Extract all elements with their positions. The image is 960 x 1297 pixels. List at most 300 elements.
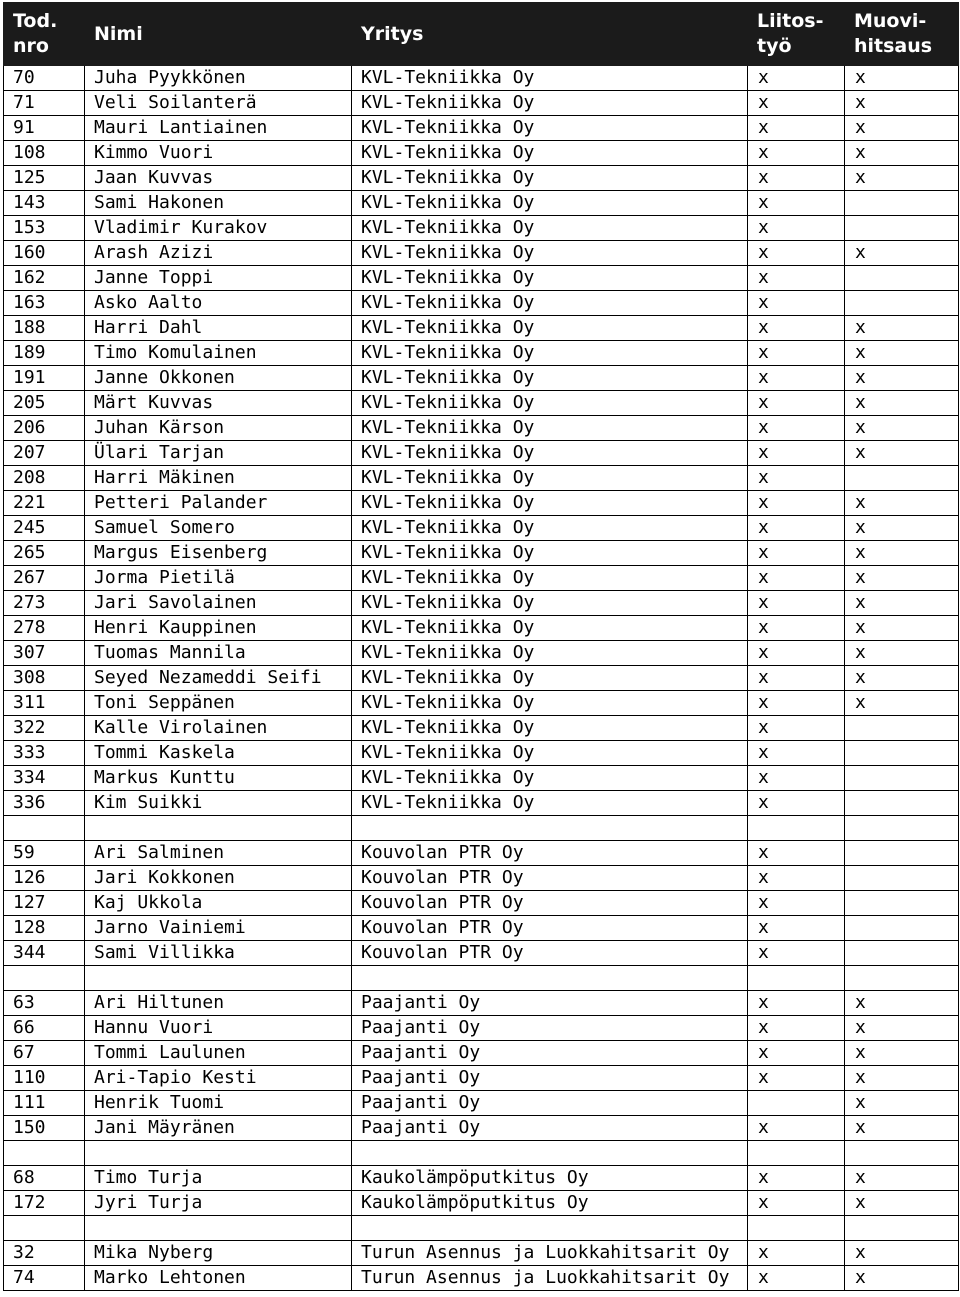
cell-muovihitsaus: x [845, 1166, 959, 1191]
cell-liitostyo: x [748, 566, 845, 591]
cell-liitostyo: x [748, 91, 845, 116]
table-row [4, 1266, 959, 1291]
cell-tod-nro [4, 816, 85, 841]
table-row [4, 466, 959, 491]
cell-muovihitsaus: x [845, 1091, 959, 1116]
cell-yritys: Paajanti Oy [352, 1091, 748, 1116]
table-row [4, 941, 959, 966]
cell-tod-nro: 207 [4, 441, 85, 466]
cell-liitostyo: x [748, 866, 845, 891]
cell-muovihitsaus: x [845, 91, 959, 116]
cell-tod-nro: 206 [4, 416, 85, 441]
cell-tod-nro: 128 [4, 916, 85, 941]
cell-nimi: Asko Aalto [85, 291, 352, 316]
cell-tod-nro: 108 [4, 141, 85, 166]
cell-yritys: Kouvolan PTR Oy [352, 916, 748, 941]
table-row [4, 691, 959, 716]
cell-yritys: KVL-Tekniikka Oy [352, 66, 748, 91]
cell-nimi: Timo Turja [85, 1166, 352, 1191]
cell-liitostyo: x [748, 391, 845, 416]
cell-nimi: Tuomas Mannila [85, 641, 352, 666]
table-row [4, 116, 959, 141]
cell-nimi: Jari Savolainen [85, 591, 352, 616]
table-row [4, 516, 959, 541]
cell-muovihitsaus [845, 891, 959, 916]
cell-nimi: Janne Toppi [85, 266, 352, 291]
table-row [4, 341, 959, 366]
cell-nimi: Mika Nyberg [85, 1241, 352, 1266]
cell-yritys: KVL-Tekniikka Oy [352, 491, 748, 516]
cell-yritys: Turun Asennus ja Luokkahitsarit Oy [352, 1241, 748, 1266]
cell-tod-nro: 189 [4, 341, 85, 366]
cell-liitostyo: x [748, 1241, 845, 1266]
header-muovihitsaus: Muovi- hitsaus [845, 3, 959, 66]
cell-nimi: Tommi Kaskela [85, 741, 352, 766]
cell-liitostyo: x [748, 916, 845, 941]
table-row [4, 791, 959, 816]
cell-nimi: Juha Pyykkönen [85, 66, 352, 91]
cell-nimi: Mauri Lantiainen [85, 116, 352, 141]
table-row [4, 66, 959, 91]
table-row [4, 916, 959, 941]
cell-yritys: KVL-Tekniikka Oy [352, 466, 748, 491]
welder-table [3, 2, 959, 1291]
table-row [4, 141, 959, 166]
cell-nimi: Ari Hiltunen [85, 991, 352, 1016]
cell-yritys [352, 816, 748, 841]
cell-liitostyo: x [748, 316, 845, 341]
cell-muovihitsaus: x [845, 691, 959, 716]
cell-muovihitsaus [845, 291, 959, 316]
cell-liitostyo: x [748, 741, 845, 766]
cell-muovihitsaus [845, 866, 959, 891]
cell-muovihitsaus [845, 841, 959, 866]
cell-liitostyo: x [748, 766, 845, 791]
cell-muovihitsaus: x [845, 991, 959, 1016]
cell-muovihitsaus: x [845, 516, 959, 541]
cell-liitostyo: x [748, 116, 845, 141]
cell-muovihitsaus [845, 1141, 959, 1166]
cell-tod-nro: 59 [4, 841, 85, 866]
cell-liitostyo: x [748, 191, 845, 216]
cell-yritys: Paajanti Oy [352, 1116, 748, 1141]
cell-yritys: Kouvolan PTR Oy [352, 866, 748, 891]
cell-nimi: Ülari Tarjan [85, 441, 352, 466]
table-row [4, 166, 959, 191]
cell-liitostyo: x [748, 241, 845, 266]
cell-yritys: KVL-Tekniikka Oy [352, 591, 748, 616]
cell-nimi: Toni Seppänen [85, 691, 352, 716]
table-row [4, 541, 959, 566]
cell-muovihitsaus [845, 916, 959, 941]
cell-nimi: Harri Dahl [85, 316, 352, 341]
cell-muovihitsaus: x [845, 1116, 959, 1141]
cell-yritys: Paajanti Oy [352, 991, 748, 1016]
cell-liitostyo: x [748, 1116, 845, 1141]
cell-liitostyo: x [748, 891, 845, 916]
table-row [4, 1016, 959, 1041]
cell-nimi: Petteri Palander [85, 491, 352, 516]
cell-liitostyo [748, 1216, 845, 1241]
cell-yritys: KVL-Tekniikka Oy [352, 741, 748, 766]
cell-tod-nro: 91 [4, 116, 85, 141]
cell-yritys: KVL-Tekniikka Oy [352, 766, 748, 791]
table-row [4, 191, 959, 216]
cell-muovihitsaus: x [845, 316, 959, 341]
cell-muovihitsaus: x [845, 116, 959, 141]
cell-nimi: Jyri Turja [85, 1191, 352, 1216]
cell-yritys: KVL-Tekniikka Oy [352, 266, 748, 291]
cell-muovihitsaus [845, 1216, 959, 1241]
table-row [4, 991, 959, 1016]
cell-nimi: Märt Kuvvas [85, 391, 352, 416]
cell-tod-nro [4, 1216, 85, 1241]
table-row [4, 816, 959, 841]
cell-muovihitsaus: x [845, 416, 959, 441]
cell-tod-nro [4, 1141, 85, 1166]
cell-tod-nro: 273 [4, 591, 85, 616]
table-header [4, 3, 959, 66]
table-row [4, 1116, 959, 1141]
header-liitostyo: Liitos- työ [748, 3, 845, 66]
cell-yritys: KVL-Tekniikka Oy [352, 241, 748, 266]
cell-liitostyo: x [748, 841, 845, 866]
cell-tod-nro: 307 [4, 641, 85, 666]
cell-muovihitsaus: x [845, 141, 959, 166]
cell-yritys [352, 1141, 748, 1166]
cell-nimi: Jani Mäyränen [85, 1116, 352, 1141]
table-row [4, 216, 959, 241]
cell-muovihitsaus: x [845, 241, 959, 266]
cell-yritys: KVL-Tekniikka Oy [352, 391, 748, 416]
cell-tod-nro: 143 [4, 191, 85, 216]
cell-liitostyo: x [748, 291, 845, 316]
cell-yritys: KVL-Tekniikka Oy [352, 116, 748, 141]
table-row [4, 591, 959, 616]
cell-liitostyo: x [748, 66, 845, 91]
table-row [4, 366, 959, 391]
cell-nimi: Jarno Vainiemi [85, 916, 352, 941]
cell-nimi: Harri Mäkinen [85, 466, 352, 491]
cell-nimi: Henrik Tuomi [85, 1091, 352, 1116]
cell-liitostyo: x [748, 1066, 845, 1091]
cell-yritys: KVL-Tekniikka Oy [352, 191, 748, 216]
cell-tod-nro: 150 [4, 1116, 85, 1141]
cell-tod-nro [4, 966, 85, 991]
cell-yritys [352, 1216, 748, 1241]
cell-nimi: Veli Soilanterä [85, 91, 352, 116]
table-row [4, 741, 959, 766]
cell-muovihitsaus [845, 816, 959, 841]
cell-muovihitsaus: x [845, 566, 959, 591]
cell-yritys [352, 966, 748, 991]
cell-nimi: Markus Kunttu [85, 766, 352, 791]
table-row [4, 1191, 959, 1216]
table-row [4, 491, 959, 516]
table-row [4, 1141, 959, 1166]
cell-muovihitsaus: x [845, 1241, 959, 1266]
cell-liitostyo: x [748, 1041, 845, 1066]
cell-tod-nro: 126 [4, 866, 85, 891]
cell-nimi: Samuel Somero [85, 516, 352, 541]
cell-tod-nro: 333 [4, 741, 85, 766]
cell-yritys: KVL-Tekniikka Oy [352, 316, 748, 341]
cell-tod-nro: 66 [4, 1016, 85, 1041]
cell-muovihitsaus [845, 191, 959, 216]
cell-muovihitsaus [845, 766, 959, 791]
table-row [4, 666, 959, 691]
cell-tod-nro: 162 [4, 266, 85, 291]
cell-nimi: Jaan Kuvvas [85, 166, 352, 191]
header-tod-nro: Tod. nro [4, 3, 85, 66]
cell-nimi: Kalle Virolainen [85, 716, 352, 741]
cell-liitostyo: x [748, 541, 845, 566]
cell-yritys: KVL-Tekniikka Oy [352, 716, 748, 741]
cell-yritys: Kouvolan PTR Oy [352, 941, 748, 966]
cell-nimi [85, 1141, 352, 1166]
cell-tod-nro: 267 [4, 566, 85, 591]
cell-liitostyo: x [748, 516, 845, 541]
cell-liitostyo: x [748, 466, 845, 491]
cell-nimi: Vladimir Kurakov [85, 216, 352, 241]
cell-tod-nro: 111 [4, 1091, 85, 1116]
cell-yritys: KVL-Tekniikka Oy [352, 666, 748, 691]
cell-nimi: Arash Azizi [85, 241, 352, 266]
cell-muovihitsaus: x [845, 541, 959, 566]
table-row [4, 316, 959, 341]
cell-muovihitsaus [845, 716, 959, 741]
cell-yritys: KVL-Tekniikka Oy [352, 291, 748, 316]
cell-nimi: Henri Kauppinen [85, 616, 352, 641]
cell-yritys: Kouvolan PTR Oy [352, 841, 748, 866]
cell-muovihitsaus [845, 266, 959, 291]
cell-tod-nro: 265 [4, 541, 85, 566]
cell-yritys: KVL-Tekniikka Oy [352, 91, 748, 116]
cell-yritys: KVL-Tekniikka Oy [352, 366, 748, 391]
cell-muovihitsaus: x [845, 1066, 959, 1091]
cell-muovihitsaus [845, 466, 959, 491]
table-row [4, 1066, 959, 1091]
cell-liitostyo: x [748, 491, 845, 516]
cell-tod-nro: 278 [4, 616, 85, 641]
cell-liitostyo: x [748, 166, 845, 191]
cell-tod-nro: 188 [4, 316, 85, 341]
cell-liitostyo [748, 1141, 845, 1166]
cell-muovihitsaus [845, 966, 959, 991]
cell-yritys: KVL-Tekniikka Oy [352, 216, 748, 241]
table-row [4, 1166, 959, 1191]
header-row [4, 3, 959, 66]
cell-muovihitsaus [845, 216, 959, 241]
cell-muovihitsaus: x [845, 616, 959, 641]
cell-liitostyo: x [748, 991, 845, 1016]
cell-nimi: Jorma Pietilä [85, 566, 352, 591]
header-yritys: Yritys [352, 3, 748, 66]
cell-yritys: KVL-Tekniikka Oy [352, 566, 748, 591]
table-row [4, 1241, 959, 1266]
cell-liitostyo [748, 1091, 845, 1116]
cell-tod-nro: 71 [4, 91, 85, 116]
table-row [4, 391, 959, 416]
table-row [4, 91, 959, 116]
cell-yritys: Paajanti Oy [352, 1016, 748, 1041]
cell-liitostyo: x [748, 666, 845, 691]
cell-tod-nro: 32 [4, 1241, 85, 1266]
cell-tod-nro: 344 [4, 941, 85, 966]
cell-tod-nro: 127 [4, 891, 85, 916]
cell-liitostyo: x [748, 641, 845, 666]
cell-liitostyo [748, 816, 845, 841]
cell-muovihitsaus: x [845, 1266, 959, 1291]
cell-nimi: Juhan Kärson [85, 416, 352, 441]
cell-nimi: Sami Villikka [85, 941, 352, 966]
cell-liitostyo: x [748, 441, 845, 466]
cell-tod-nro: 308 [4, 666, 85, 691]
cell-nimi: Hannu Vuori [85, 1016, 352, 1041]
table-row [4, 1041, 959, 1066]
cell-liitostyo: x [748, 1191, 845, 1216]
cell-liitostyo: x [748, 941, 845, 966]
cell-muovihitsaus: x [845, 66, 959, 91]
table-row [4, 441, 959, 466]
table-row [4, 966, 959, 991]
cell-liitostyo: x [748, 216, 845, 241]
cell-yritys: KVL-Tekniikka Oy [352, 616, 748, 641]
cell-nimi: Kaj Ukkola [85, 891, 352, 916]
cell-tod-nro: 221 [4, 491, 85, 516]
table-row [4, 566, 959, 591]
cell-nimi: Ari-Tapio Kesti [85, 1066, 352, 1091]
cell-tod-nro: 208 [4, 466, 85, 491]
table-row [4, 266, 959, 291]
cell-liitostyo: x [748, 1166, 845, 1191]
cell-muovihitsaus [845, 741, 959, 766]
cell-nimi: Kimmo Vuori [85, 141, 352, 166]
table-row [4, 1091, 959, 1116]
cell-tod-nro: 110 [4, 1066, 85, 1091]
welder-register-sheet [3, 2, 958, 1291]
cell-tod-nro: 74 [4, 1266, 85, 1291]
cell-yritys: KVL-Tekniikka Oy [352, 541, 748, 566]
cell-muovihitsaus [845, 791, 959, 816]
cell-nimi [85, 1216, 352, 1241]
table-row [4, 616, 959, 641]
cell-tod-nro: 68 [4, 1166, 85, 1191]
cell-tod-nro: 153 [4, 216, 85, 241]
cell-muovihitsaus: x [845, 441, 959, 466]
cell-nimi: Sami Hakonen [85, 191, 352, 216]
cell-liitostyo: x [748, 791, 845, 816]
cell-tod-nro: 160 [4, 241, 85, 266]
cell-yritys: KVL-Tekniikka Oy [352, 166, 748, 191]
cell-muovihitsaus: x [845, 491, 959, 516]
cell-liitostyo: x [748, 616, 845, 641]
cell-tod-nro: 205 [4, 391, 85, 416]
cell-muovihitsaus: x [845, 591, 959, 616]
table-row [4, 766, 959, 791]
cell-nimi: Margus Eisenberg [85, 541, 352, 566]
cell-yritys: Kaukolämpöputkitus Oy [352, 1191, 748, 1216]
cell-tod-nro: 334 [4, 766, 85, 791]
cell-tod-nro: 322 [4, 716, 85, 741]
cell-tod-nro: 63 [4, 991, 85, 1016]
header-nimi: Nimi [85, 3, 352, 66]
table-row [4, 891, 959, 916]
cell-yritys: KVL-Tekniikka Oy [352, 791, 748, 816]
cell-muovihitsaus [845, 941, 959, 966]
cell-nimi: Ari Salminen [85, 841, 352, 866]
table-body [4, 66, 959, 1291]
cell-nimi: Janne Okkonen [85, 366, 352, 391]
cell-nimi: Marko Lehtonen [85, 1266, 352, 1291]
cell-nimi: Timo Komulainen [85, 341, 352, 366]
cell-nimi [85, 966, 352, 991]
cell-tod-nro: 163 [4, 291, 85, 316]
cell-yritys: Paajanti Oy [352, 1066, 748, 1091]
cell-tod-nro: 336 [4, 791, 85, 816]
cell-liitostyo: x [748, 416, 845, 441]
table-row [4, 416, 959, 441]
cell-liitostyo: x [748, 716, 845, 741]
cell-yritys: KVL-Tekniikka Oy [352, 691, 748, 716]
cell-nimi: Kim Suikki [85, 791, 352, 816]
cell-yritys: Kouvolan PTR Oy [352, 891, 748, 916]
cell-yritys: Turun Asennus ja Luokkahitsarit Oy [352, 1266, 748, 1291]
cell-liitostyo: x [748, 591, 845, 616]
cell-nimi: Jari Kokkonen [85, 866, 352, 891]
cell-nimi [85, 816, 352, 841]
cell-yritys: Kaukolämpöputkitus Oy [352, 1166, 748, 1191]
table-row [4, 241, 959, 266]
cell-tod-nro: 191 [4, 366, 85, 391]
cell-yritys: KVL-Tekniikka Oy [352, 341, 748, 366]
cell-nimi: Tommi Laulunen [85, 1041, 352, 1066]
cell-liitostyo: x [748, 341, 845, 366]
cell-liitostyo: x [748, 691, 845, 716]
table-row [4, 716, 959, 741]
cell-yritys: KVL-Tekniikka Oy [352, 441, 748, 466]
cell-muovihitsaus: x [845, 666, 959, 691]
cell-liitostyo [748, 966, 845, 991]
table-row [4, 1216, 959, 1241]
cell-muovihitsaus: x [845, 1016, 959, 1041]
cell-tod-nro: 172 [4, 1191, 85, 1216]
cell-muovihitsaus: x [845, 341, 959, 366]
table-row [4, 866, 959, 891]
cell-yritys: Paajanti Oy [352, 1041, 748, 1066]
cell-muovihitsaus: x [845, 391, 959, 416]
cell-tod-nro: 70 [4, 66, 85, 91]
cell-muovihitsaus: x [845, 641, 959, 666]
cell-liitostyo: x [748, 141, 845, 166]
cell-muovihitsaus: x [845, 1041, 959, 1066]
cell-yritys: KVL-Tekniikka Oy [352, 641, 748, 666]
cell-liitostyo: x [748, 366, 845, 391]
cell-tod-nro: 67 [4, 1041, 85, 1066]
cell-liitostyo: x [748, 1266, 845, 1291]
cell-yritys: KVL-Tekniikka Oy [352, 416, 748, 441]
table-row [4, 291, 959, 316]
cell-muovihitsaus: x [845, 1191, 959, 1216]
table-row [4, 841, 959, 866]
cell-yritys: KVL-Tekniikka Oy [352, 141, 748, 166]
cell-tod-nro: 125 [4, 166, 85, 191]
table-row [4, 641, 959, 666]
cell-yritys: KVL-Tekniikka Oy [352, 516, 748, 541]
cell-tod-nro: 245 [4, 516, 85, 541]
cell-nimi: Seyed Nezameddi Seifi [85, 666, 352, 691]
cell-muovihitsaus: x [845, 366, 959, 391]
